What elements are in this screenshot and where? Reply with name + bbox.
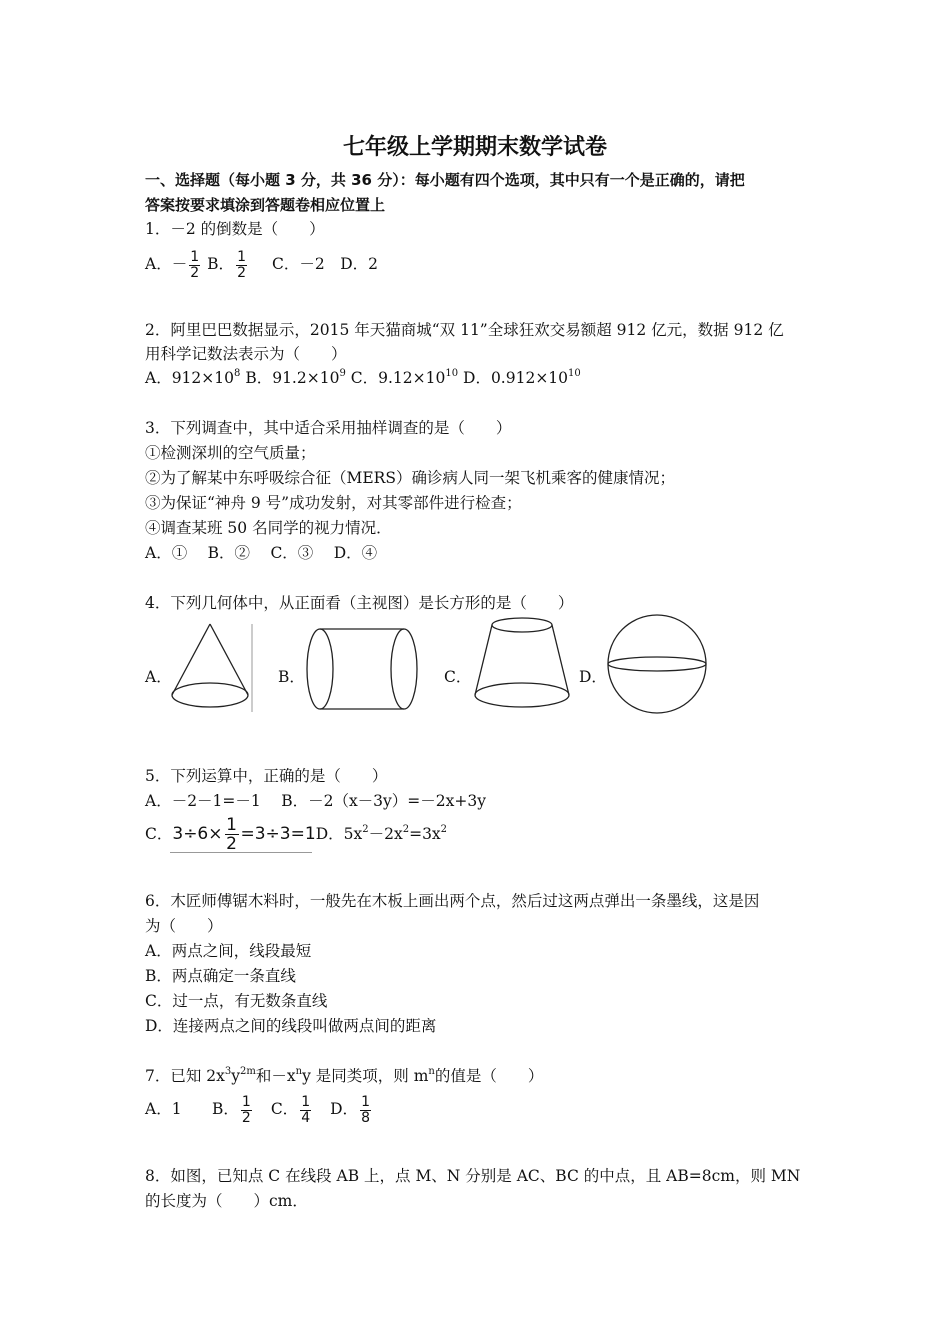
q7-stem-part: y [231, 1067, 241, 1085]
q3-item2: ②为了解某中东呼吸综合征（MERS）确诊病人同一架飞机乘客的健康情况； [145, 469, 675, 487]
q2-options [145, 368, 581, 388]
q5-c-fraction [225, 816, 239, 853]
section-heading-line2: 答案按要求填涂到答题卷相应位置上 [145, 196, 386, 214]
frustum-figure [470, 615, 575, 715]
fraction-numerator: 1 [301, 1093, 311, 1110]
q1-option-b-fraction [236, 250, 247, 281]
q7-option-d-label: D． [330, 1100, 359, 1118]
q7-option-b-fraction [241, 1095, 252, 1126]
q7-stem-part: 7．已知 2x [145, 1067, 225, 1085]
q1-options-cd: C．－2 D．2 [271, 255, 378, 273]
page-title: 七年级上学期期末数学试卷 [342, 135, 607, 160]
q7-option-b-label: B． [211, 1100, 239, 1118]
fraction-numerator: 1 [226, 814, 237, 835]
exponent: 2m [240, 1066, 256, 1077]
q1-option-b-prefix: B． [207, 255, 235, 273]
sphere-figure [605, 612, 710, 717]
fraction-denominator: 2 [226, 833, 237, 854]
q1-stem: 1．－2 的倒数是（ ） [145, 220, 325, 238]
q2-stem-line1: 2．阿里巴巴数据显示，2015 年天猫商城“双 11”全球狂欢交易额超 912 亿元，数据 912 亿 [145, 321, 784, 339]
q7-option-c-label: C． [270, 1100, 299, 1118]
q2-option-a: A．912×10 [145, 369, 234, 387]
q2-option-d: D．0.912×10 [463, 369, 569, 387]
fraction-numerator: 1 [237, 248, 246, 265]
q8-stem-line1: 8．如图，已知点 C 在线段 AB 上，点 M、N 分别是 AC、BC 的中点，且 AB=8cm，则 MN [145, 1167, 801, 1185]
q3-stem: 3．下列调查中，其中适合采用抽样调查的是（ ） [145, 419, 512, 437]
q8-stem-line2: 的长度为（ ）cm． [145, 1192, 308, 1210]
q2-stem-line2: 用科学记数法表示为（ ） [145, 345, 347, 363]
q5-option-d-start: D．5x [315, 825, 363, 843]
q4-label-a: A． [145, 668, 172, 686]
q5-c-expression-end: =3÷3=1 [240, 824, 316, 844]
q1-option-a-prefix: A．－ [145, 255, 188, 273]
q2-option-c: C．9.12×10 [350, 369, 446, 387]
q2-option-d-exponent: 10 [568, 368, 581, 379]
q1-option-a-fraction [189, 250, 200, 281]
cylinder-figure [302, 625, 422, 715]
fraction-denominator: 2 [237, 264, 246, 281]
q2-option-b-exponent: 9 [339, 368, 346, 379]
section-heading-line1: 一、选择题（每小题 3 分，共 36 分）：每小题有四个选项，其中只有一个是正确的，请把 [145, 171, 745, 189]
q2-option-b: B．91.2×10 [245, 369, 340, 387]
exponent: 2 [402, 824, 410, 835]
q1-options [145, 244, 378, 284]
q5-option-c-label: C． [145, 825, 173, 843]
q3-item1: ①检测深圳的空气质量； [145, 444, 316, 462]
fraction-denominator: 2 [190, 264, 200, 281]
q3-item4: ④调查某班 50 名同学的视力情况． [145, 519, 392, 537]
fraction-numerator: 1 [241, 1093, 251, 1110]
q5-options-cd [145, 812, 447, 856]
q6-option-c: C．过一点，有无数条直线 [145, 992, 328, 1010]
q5-option-c-expression [172, 812, 315, 856]
q4-stem: 4．下列几何体中，从正面看（主视图）是长方形的是（ ） [145, 594, 574, 612]
q5-c-expression-start: 3÷6× [172, 824, 223, 844]
q3-item3: ③为保证“神舟 9 号”成功发射，对其零部件进行检查； [145, 494, 522, 512]
q4-label-b: B． [278, 668, 305, 686]
q2-option-c-exponent: 10 [445, 368, 459, 379]
exponent: 2 [362, 824, 369, 835]
q5-option-d-middle: －2x [368, 825, 403, 843]
q7-stem-part: 的值是（ ） [434, 1067, 544, 1085]
q5-stem: 5．下列运算中，正确的是（ ） [145, 767, 388, 785]
q7-stem [145, 1066, 543, 1086]
cone-figure [168, 620, 256, 715]
q3-options: A．① B．② C．③ D．④ [145, 544, 378, 562]
q7-stem-part: y 是同类项，则 m [302, 1067, 429, 1085]
fraction-numerator: 1 [190, 248, 200, 265]
q6-option-b: B．两点确定一条直线 [145, 967, 296, 985]
exponent: 2 [440, 824, 448, 835]
q6-stem-line1: 6．木匠师傅锯木料时，一般先在木板上画出两个点，然后过这两点弹出一条墨线，这是因 [145, 892, 760, 910]
q7-option-a: A．1 [145, 1100, 202, 1118]
q6-option-a: A．两点之间，线段最短 [145, 942, 312, 960]
q5-options-ab: A．－2－1=－1 B．－2（x－3y）=－2x+3y [145, 792, 487, 810]
fraction-denominator: 4 [301, 1109, 311, 1126]
exponent: 3 [224, 1066, 232, 1077]
q2-option-a-exponent: 8 [234, 368, 241, 379]
fraction-denominator: 2 [241, 1109, 251, 1126]
q7-stem-part: 和－x [255, 1067, 296, 1085]
exponent: n [428, 1066, 435, 1077]
exponent: n [295, 1066, 303, 1077]
fraction-denominator: 8 [361, 1109, 371, 1126]
q7-options [145, 1088, 373, 1130]
q6-option-d: D．连接两点之间的线段叫做两点间的距离 [145, 1017, 437, 1035]
q7-option-d-fraction [360, 1095, 371, 1126]
q4-label-c: C． [444, 668, 472, 686]
q5-option-d-result: =3x [409, 825, 441, 843]
q4-label-d: D． [579, 668, 607, 686]
q7-option-c-fraction [300, 1095, 311, 1126]
fraction-numerator: 1 [361, 1093, 371, 1110]
q5-underline [170, 852, 312, 853]
q6-stem-line2: 为（ ） [145, 917, 223, 935]
